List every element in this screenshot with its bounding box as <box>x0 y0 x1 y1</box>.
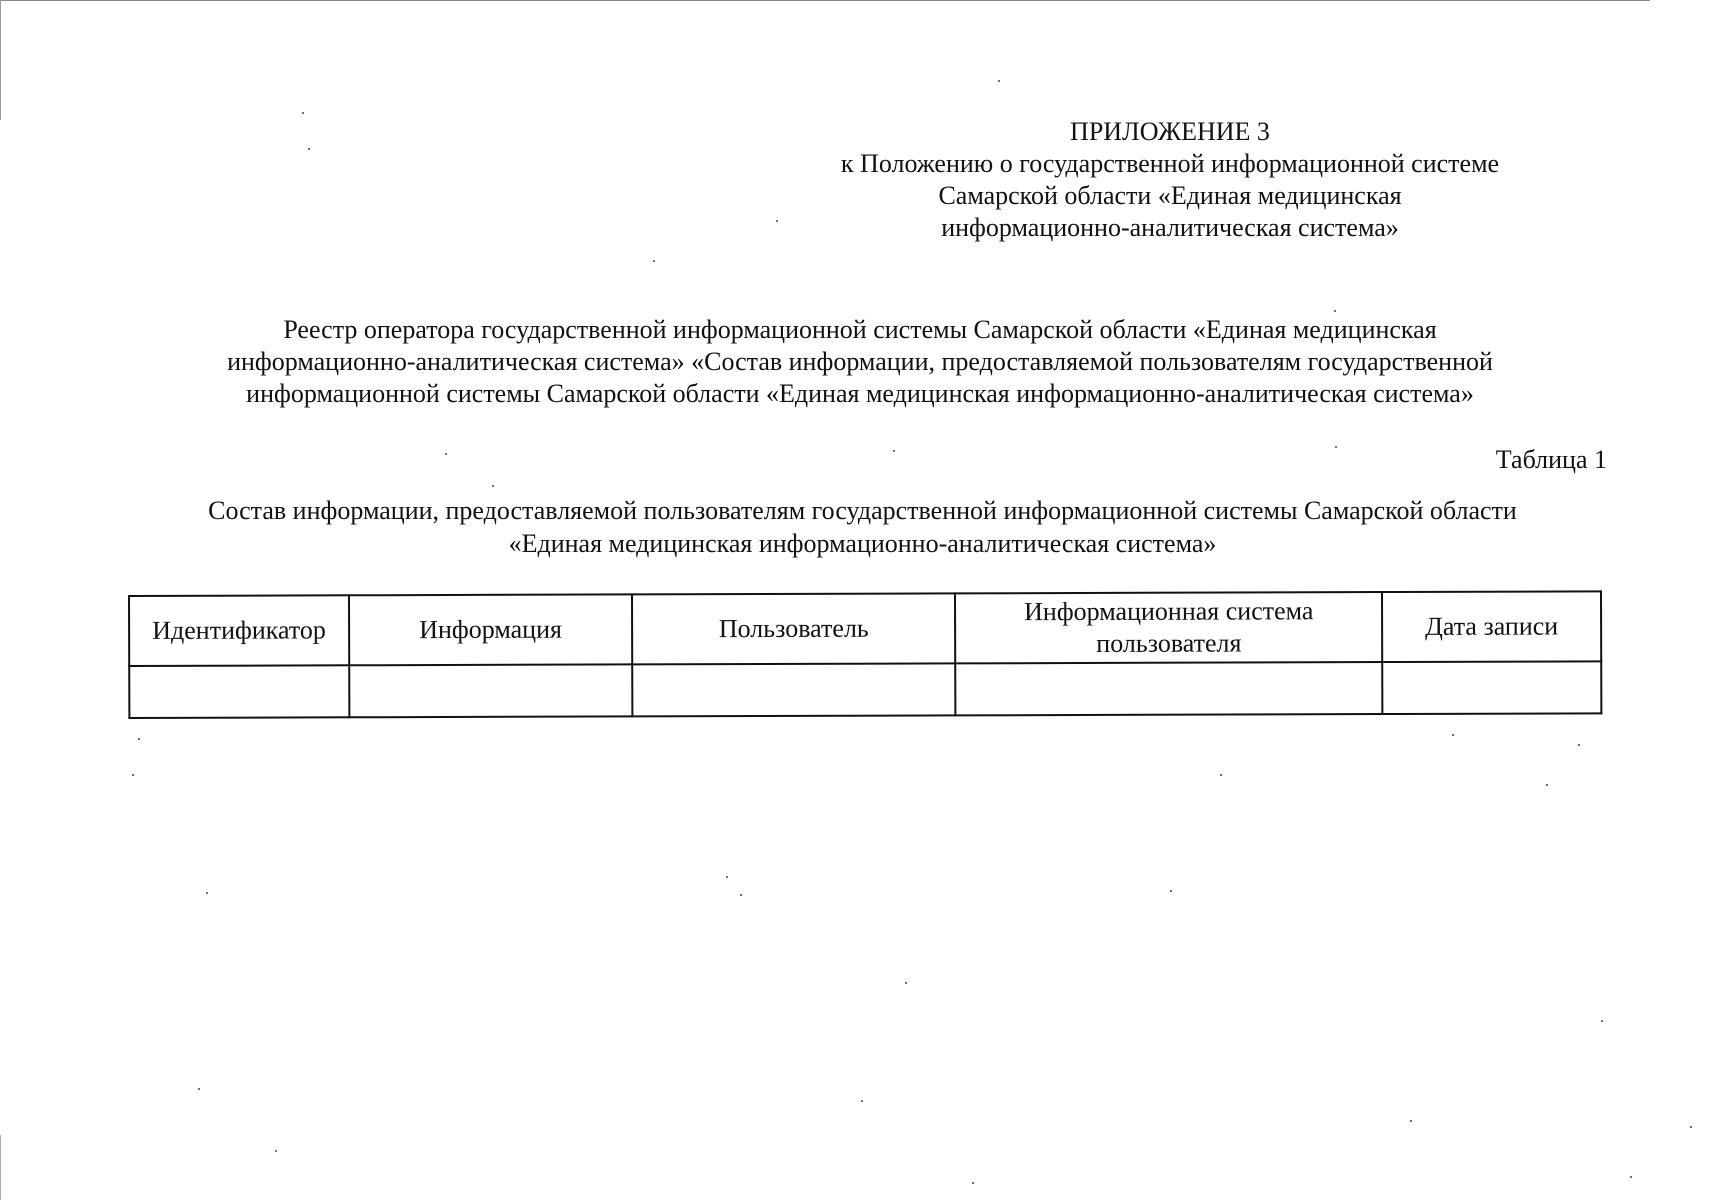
scan-speck <box>445 453 447 455</box>
table-caption-line: Состав информации, предоставляемой пользователям государственной информационной системы Самарской области <box>208 496 1517 525</box>
registry-title-line: информационной системы Самарской области «Единая медицинская информационно-аналитическая система» <box>246 379 1474 408</box>
appendix-line: информационно-аналитическая система» <box>941 213 1399 242</box>
appendix-line: Самарской области «Единая медицинская <box>938 181 1402 210</box>
information-table <box>128 590 1602 719</box>
column-header-record-date: Дата записи <box>1382 591 1601 662</box>
scan-speck <box>1334 310 1336 312</box>
scan-speck <box>1578 744 1580 746</box>
scan-edge-left-lower <box>0 1135 1 1200</box>
table-row <box>129 661 1601 718</box>
registry-title-line: Реестр оператора государственной информационной системы Самарской области «Единая медицинская <box>283 315 1437 344</box>
scan-speck <box>1452 734 1454 736</box>
scan-speck <box>653 260 655 262</box>
scan-speck <box>726 876 728 878</box>
table-cell-identifier <box>129 665 349 718</box>
scan-edge-top <box>0 0 1650 1</box>
scan-speck <box>1220 774 1222 776</box>
table-cell-record-date <box>1382 661 1601 714</box>
table-label: Таблица 1 <box>1495 445 1607 474</box>
appendix-title: ПРИЛОЖЕНИЕ 3 <box>1070 117 1270 146</box>
appendix-line: к Положению о государственной информационной системе <box>840 149 1500 178</box>
scan-speck <box>998 80 1000 82</box>
scan-speck <box>1601 1020 1603 1022</box>
scan-speck <box>1410 1120 1412 1122</box>
scan-speck <box>275 1150 277 1152</box>
scan-speck <box>905 982 907 984</box>
column-header-information: Информация <box>349 594 632 665</box>
scan-speck <box>1690 1126 1692 1128</box>
scan-speck <box>1170 890 1172 892</box>
scan-speck <box>776 220 778 222</box>
table-caption-line: «Единая медицинская информационно-аналитическая система» <box>508 529 1217 558</box>
column-header-identifier: Идентификатор <box>129 595 349 666</box>
column-header-user: Пользователь <box>632 593 956 664</box>
appendix-header <box>820 116 1520 244</box>
table-cell-information <box>349 664 632 717</box>
registry-title-line: информационно-аналитическая система» «Состав информации, предоставляемой пользователям государственной <box>227 347 1493 376</box>
table-caption <box>100 494 1625 560</box>
table-cell-user-system <box>956 662 1383 715</box>
scan-speck <box>972 1182 974 1184</box>
column-header-user-system: Информационная система пользователя <box>955 592 1382 663</box>
scan-speck <box>302 112 304 114</box>
registry-title <box>120 314 1600 410</box>
scan-speck <box>206 892 208 894</box>
scan-speck <box>132 774 134 776</box>
scan-speck <box>198 1088 200 1090</box>
scan-edge-left <box>0 0 1 120</box>
scan-speck <box>1335 446 1337 448</box>
scan-speck <box>893 450 895 452</box>
table-cell-user <box>632 663 955 716</box>
table-header-row <box>129 591 1601 666</box>
scan-speck <box>1630 1176 1632 1178</box>
scan-speck <box>1546 784 1548 786</box>
scan-speck <box>740 894 742 896</box>
scan-speck <box>138 738 140 740</box>
scan-speck <box>492 485 494 487</box>
scan-speck <box>308 148 310 150</box>
scan-speck <box>861 1100 863 1102</box>
